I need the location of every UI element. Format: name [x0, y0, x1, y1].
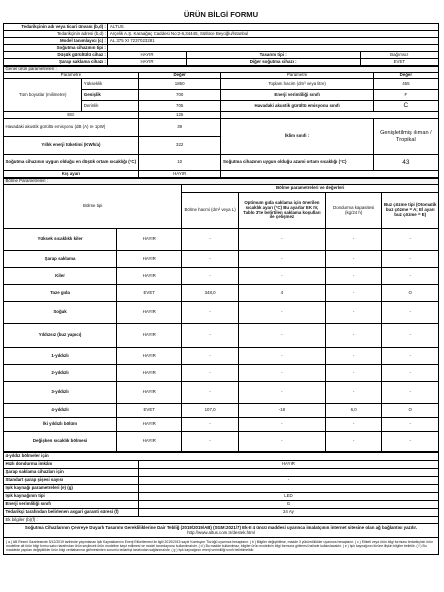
- compartment-defrost: -: [382, 418, 439, 432]
- compartment-row: [4, 365, 439, 382]
- compartment-defrost: -: [382, 229, 439, 251]
- compartment-defrost: -: [382, 432, 439, 452]
- compartment-volume: -: [182, 302, 239, 324]
- compartment-temp: -18: [238, 404, 325, 418]
- compartment-capacity: -: [325, 251, 382, 268]
- extra-row-label: Enerji verimliliği sınıfı: [4, 501, 139, 509]
- low-noise-label: Düşük gürültülü cihaz :: [4, 52, 108, 59]
- compartment-name: Yüksek sıcaklıklı kiler: [4, 229, 117, 251]
- energy-class-label: Enerji verimliliği sınıfı: [221, 90, 373, 101]
- compartment-defrost: -: [382, 324, 439, 348]
- compartment-volume: -: [182, 324, 239, 348]
- extra-row-value: -: [138, 477, 438, 485]
- compartments-header: Bölme Parametreleri :: [4, 179, 439, 185]
- compartment-row: [4, 432, 439, 452]
- height-value: 1850: [138, 79, 221, 90]
- general-params-header: Genel ürün parametreleri :: [4, 67, 439, 73]
- compartment-type-header: Bölme tipi: [4, 185, 182, 229]
- min-temp-label: Soğutma cihazının uygun olduğu en düşük ortam sıcaklığı (°C): [4, 155, 139, 171]
- compartment-row: [4, 348, 439, 365]
- compartment-temp: -: [238, 432, 325, 452]
- eei-right-blank: [221, 112, 439, 119]
- compartment-capacity: -: [325, 324, 382, 348]
- freeze-capacity-header: Dondurma kapasitesi (kg/24 h): [325, 193, 382, 229]
- extra-row: [4, 501, 439, 509]
- compartment-temp: -: [238, 268, 325, 285]
- extra-row: [4, 493, 439, 501]
- max-temp-value: 43: [373, 155, 438, 171]
- compartment-row: [4, 229, 439, 251]
- compartment-row: [4, 251, 439, 268]
- compartment-temp: -: [238, 251, 325, 268]
- compartment-capacity: -: [325, 285, 382, 302]
- four-star-header: 4-yıldız bölmeler için: [4, 453, 439, 461]
- noise-emission-label: Havadaki akustik gürültü emisyonu (dB (A) re 1pW): [4, 119, 139, 137]
- extra-row-value: G: [138, 501, 438, 509]
- product-info-form: [3, 6, 439, 555]
- compartment-name: İki yıldızlı bölüm: [4, 418, 117, 432]
- eprel-link[interactable]: http://www.altus.com.tr/destek.html: [187, 529, 255, 535]
- other-appliance-value: EVET: [360, 59, 438, 66]
- extra-row-value: HAYIR: [138, 461, 438, 469]
- compartment-temp: -: [238, 229, 325, 251]
- depth-value: 705: [138, 101, 221, 112]
- compartment-present: HAYIR: [117, 268, 182, 285]
- noise-emission-value: 39: [138, 119, 221, 137]
- compartment-present: HAYIR: [117, 365, 182, 382]
- low-noise-value: HAYIR: [108, 52, 186, 59]
- compartment-volume: -: [182, 382, 239, 404]
- model-id-value: AL 375 XI 7237023281: [108, 38, 439, 45]
- compartment-capacity: -: [325, 229, 382, 251]
- compartment-volume: -: [182, 365, 239, 382]
- compartment-present: HAYIR: [117, 324, 182, 348]
- noise-class-label: Havadaki akustik gürültü emisyonu sınıfı: [221, 101, 373, 112]
- compartment-name: Yıldızsız (buz yapıcı): [4, 324, 117, 348]
- compartment-volume: 107,0: [182, 404, 239, 418]
- design-type-label: Tasarım tipi :: [186, 52, 360, 59]
- extra-row-value: LED: [138, 493, 438, 501]
- extra-row-label: Şarap saklama cihazları için: [4, 469, 139, 477]
- energy-class-value: F: [373, 90, 438, 101]
- compartment-name: 4-yıldızlı: [4, 404, 117, 418]
- compartment-row: [4, 418, 439, 432]
- compartment-name: Kiler: [4, 268, 117, 285]
- compartment-defrost: -: [382, 365, 439, 382]
- compartment-defrost: -: [382, 348, 439, 365]
- volume-header: Bölme hacmi (dm³ veya L): [182, 193, 239, 229]
- climate-class-value: Genişletilmiş ılıman / Tropikal: [373, 119, 438, 155]
- compartment-volume: -: [182, 432, 239, 452]
- compartment-defrost: O: [382, 285, 439, 302]
- compartment-name: Taze gıda: [4, 285, 117, 302]
- extra-row-value: [138, 485, 438, 493]
- compartment-temp: -: [238, 348, 325, 365]
- wine-storage-label: Şarap saklama cihazı :: [4, 59, 108, 66]
- compartment-capacity: -: [325, 268, 382, 285]
- eprel-text: Soğutma Cihazlarının Çevreye Duyarlı Tasarımı Gerekliliklerine Dair Tebliğ (2019/2019/AB) (SGM:2021/7) Ek-II 4 üncü maddesi uyarınca imalatçının internet sitesine olan ağ bağlantısı yazılır.: [24, 524, 418, 530]
- depth-label: Derinlik: [82, 101, 139, 112]
- extra-row-label: Standart şarap şişesi sayısı: [4, 477, 139, 485]
- compartment-present: HAYIR: [117, 432, 182, 452]
- compartment-present: EVET: [117, 404, 182, 418]
- compartment-row: [4, 302, 439, 324]
- compartment-temp: 4: [238, 285, 325, 302]
- compartment-present: HAYIR: [117, 348, 182, 365]
- width-value: 700: [138, 90, 221, 101]
- compartment-present: HAYIR: [117, 418, 182, 432]
- value-col-header: Değer: [138, 73, 221, 79]
- max-temp-label: Soğutma cihazının uygun olduğu azami ortam sıcaklığı (°C): [221, 155, 373, 171]
- extra-row-label: Tedarikçi tarafından belirlenen asgari garanti süresi (f): [4, 509, 139, 517]
- compartment-row: [4, 404, 439, 418]
- compartment-row: [4, 324, 439, 348]
- compartment-name: Şarap saklama: [4, 251, 117, 268]
- supplier-table: [3, 23, 439, 66]
- compartment-volume: -: [182, 229, 239, 251]
- value-col-header-2: Değer: [373, 73, 438, 79]
- compartment-capacity: -: [325, 418, 382, 432]
- compartment-row: [4, 382, 439, 404]
- compartment-capacity: -: [325, 432, 382, 452]
- eprel-block: [4, 524, 439, 538]
- compartment-present: EVET: [117, 285, 182, 302]
- extra-row-label: Hızlı dondurma imkânı: [4, 461, 139, 469]
- annual-energy-label: Yıllık enerji tüketimi (KWh/a): [4, 137, 139, 155]
- extra-row: [4, 485, 439, 493]
- climate-class-label: İklim sınıfı :: [221, 119, 373, 155]
- compartment-present: HAYIR: [117, 251, 182, 268]
- compartment-temp: -: [238, 365, 325, 382]
- compartment-params-header: Bölme parametreleri ve değerleri: [182, 185, 439, 193]
- temp-setting-header: Optimum gıda saklama için önerilen sıcaklık ayarı (°C) Bu ayarlar EK IV, Tablo 3'te belirtilen saklama koşulları ile çelişmez: [238, 193, 325, 229]
- winter-right-blank: [221, 171, 439, 178]
- general-params-table: [3, 66, 439, 178]
- compartment-temp: -: [238, 302, 325, 324]
- compartment-capacity: 6,0: [325, 404, 382, 418]
- compartment-volume: -: [182, 268, 239, 285]
- compartment-volume: -: [182, 348, 239, 365]
- winter-setting-value: HAYIR: [138, 171, 221, 178]
- form-title: ÜRÜN BİLGİ FORMU: [183, 10, 259, 19]
- compartment-name: Değişken sıcaklık bölmesi: [4, 432, 117, 452]
- compartment-defrost: -: [382, 268, 439, 285]
- compartment-volume: -: [182, 251, 239, 268]
- compartment-capacity: -: [325, 348, 382, 365]
- wine-storage-value: HAYIR: [108, 59, 186, 66]
- supplier-address-label: Tedarikçinin adresi (b,d) :: [4, 31, 108, 38]
- winter-setting-label: Kış ayarı: [4, 171, 139, 178]
- compartment-defrost: -: [382, 382, 439, 404]
- appliance-type-value: [108, 45, 439, 52]
- compartment-temp: -: [238, 324, 325, 348]
- compartment-present: HAYIR: [117, 229, 182, 251]
- compartment-row: [4, 268, 439, 285]
- extra-row: [4, 509, 439, 517]
- supplier-address-value: Arçelik A.Ş. Karaağaç Caddesi No:2-6,34445, Sütlüce Beyoğlu/İstanbul: [108, 31, 439, 38]
- appliance-type-label: Soğutma cihazının tipi :: [4, 45, 108, 52]
- param-col-header: Parametre: [4, 73, 139, 79]
- compartment-name: 3-yıldızlı: [4, 382, 117, 404]
- compartment-temp: -: [238, 418, 325, 432]
- extra-row: [4, 469, 439, 477]
- compartment-volume: 348,0: [182, 285, 239, 302]
- compartment-name: 1-yıldızlı: [4, 348, 117, 365]
- total-volume-label: Toplam hacim (dm³ veya litre): [221, 79, 373, 90]
- supplier-name-value: ALTUS: [108, 24, 439, 31]
- defrost-type-header: Buz çözme tipi (Otomatik buz çözme = A; El ayarı buz çözme = E): [382, 193, 439, 229]
- compartment-present: HAYIR: [117, 382, 182, 404]
- compartment-temp: -: [238, 382, 325, 404]
- extra-info-label: Ek bilgiler (b)(f) :: [4, 517, 439, 524]
- eei-value: 125: [138, 112, 221, 119]
- compartment-capacity: -: [325, 382, 382, 404]
- compartment-name: Soğuk: [4, 302, 117, 324]
- model-id-label: Model tanımlayıcı (c) :: [4, 38, 108, 45]
- param-col-header-2: Parametre: [221, 73, 373, 79]
- compartment-volume: -: [182, 418, 239, 432]
- compartment-defrost: -: [382, 302, 439, 324]
- compartment-defrost: -: [382, 251, 439, 268]
- annual-energy-value: 322: [138, 137, 221, 155]
- compartment-defrost: O: [382, 404, 439, 418]
- compartment-present: HAYIR: [117, 302, 182, 324]
- eei-label: EEI: [4, 112, 139, 119]
- extra-row-label: Işık kaynağının tipi: [4, 493, 139, 501]
- height-label: Yükseklik: [82, 79, 139, 90]
- compartment-row: [4, 285, 439, 302]
- extra-row: [4, 461, 439, 469]
- extras-table: [3, 452, 439, 555]
- extra-row-label: Işık kaynağı parametreleri (e) (g): [4, 485, 139, 493]
- extra-row: [4, 477, 439, 485]
- dimensions-label: Tüm boyutlar (milimetre): [4, 79, 82, 112]
- footnotes: ( a ) AB Resmi Gazetesinde 5/12/2019 tarihinde yayımlanan İşik Kaynaklarının Enerji Etiketlemesi ile ilgili 2019/2015 sayılı Komisyon Tüzüğü uyarınca hesaplanır. ( b ) Bilgiler değiştirilirse, madde 3 yükümlülükler uyarınca hesaplanır. ( c ) Etiketi veya ürün bilgi formunu tedarikçinin ürün modeline ait ürün bilgi formu satıcı tarafından ürün seçilecek ürün modeline kayıt edilmesi ve model tanımlayıcısı kullanılmalıdır. ( d ) Bu madde kullanılmaz, bilgiler ürün modelinin bilgi formuna girilmesi halinde kullanılacaktır. ( e ) Işık kaynağının türüne ilişkin bilgiler belirtilir. ( f ) Bu maddede yapılan değişiklikler ürün bilgi veritabanına girilmesinden sorumlu tedarikçi tarafından sağlanmalıdır. ( g ) Işık kaynağının enerji verimliliği sınıfı belirtilmelidir.: [4, 538, 439, 555]
- min-temp-value: 10: [138, 155, 221, 171]
- compartment-capacity: -: [325, 365, 382, 382]
- other-appliance-label: Diğer soğutma cihazı :: [186, 59, 360, 66]
- extra-row-value: [138, 469, 438, 477]
- compartment-capacity: -: [325, 302, 382, 324]
- noise-class-value: C: [373, 101, 438, 112]
- compartment-name: 2-yıldızlı: [4, 365, 117, 382]
- compartments-table: [3, 178, 439, 452]
- width-label: Genişlik: [82, 90, 139, 101]
- supplier-name-label: Tedarikçinin adı veya ticari ünvanı (b,d) :: [4, 24, 108, 31]
- design-type-value: Bağımsız: [360, 52, 438, 59]
- extra-row-value: 24 Ay: [138, 509, 438, 517]
- total-volume-value: 455: [373, 79, 438, 90]
